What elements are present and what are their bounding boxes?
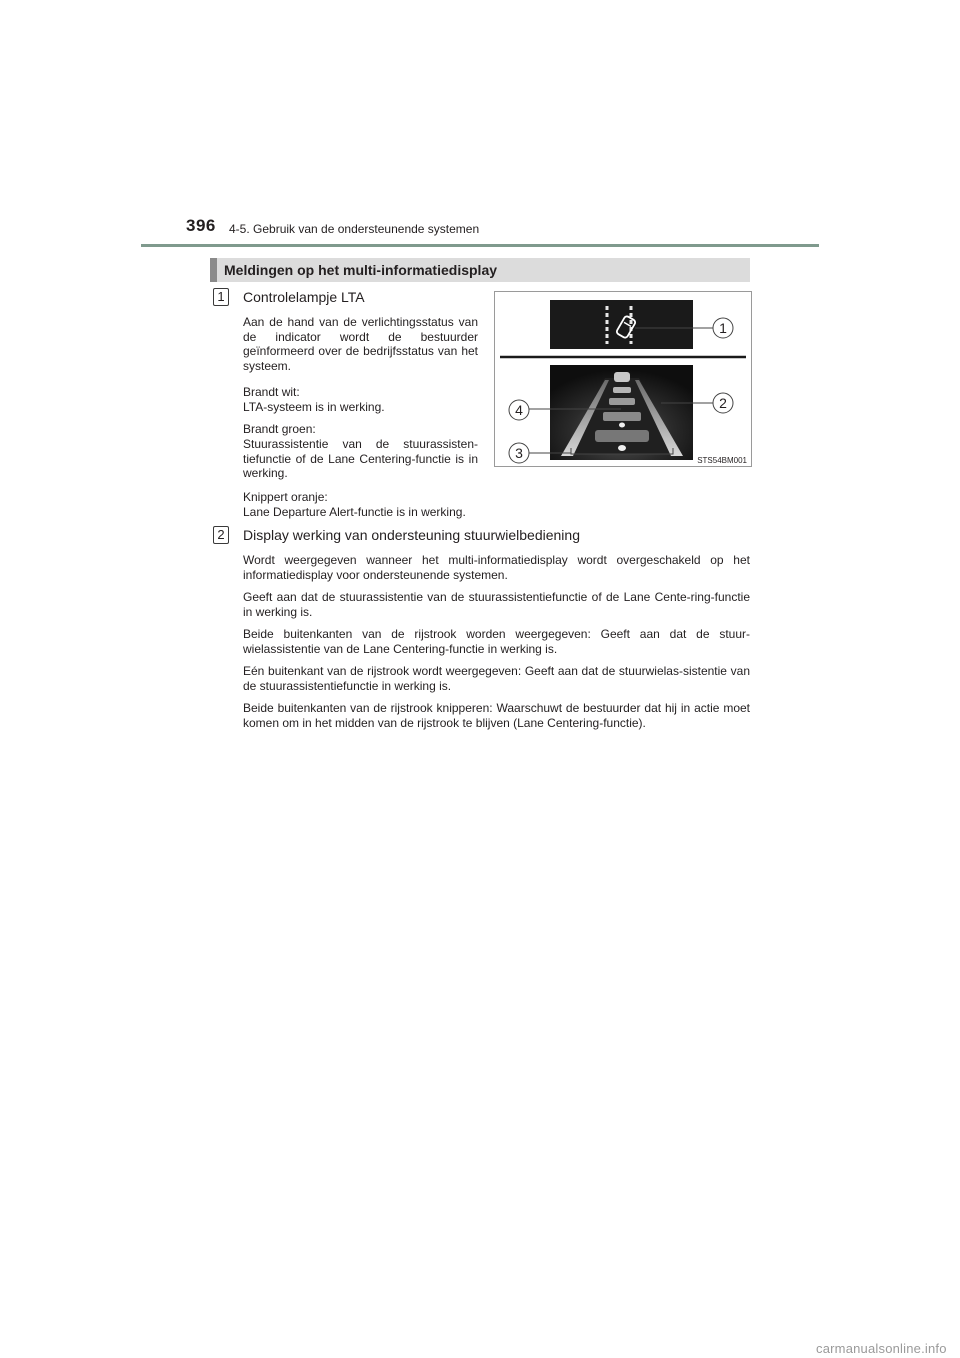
item-2-paragraph-2: Geeft aan dat de stuurassistentie van de stuurassistentiefunctie of de Lane Cente-ring-functie in werking is.	[243, 590, 750, 619]
display-illustration-svg	[495, 292, 751, 466]
band-title: Meldingen op het multi-informatiedisplay	[224, 262, 498, 278]
item-2-paragraph-5: Beide buitenkanten van de rijstrook knipperen: Waarschuwt de bestuurder dat hij in actie moet komen om in het midden van de rijstrook te blijven (Lane Centering-functie).	[243, 701, 750, 730]
watermark: carmanualsonline.info	[816, 1341, 947, 1356]
item-2-paragraph-3: Beide buitenkanten van de rijstrook worden weergegeven: Geeft aan dat de stuur-wielassistentie van de Lane Centering-functie in werking is.	[243, 627, 750, 656]
item-1-heading: Controlelampje LTA	[243, 289, 365, 305]
display-illustration	[494, 291, 752, 467]
item-2-number: 2	[213, 526, 229, 544]
item-1-number: 1	[213, 288, 229, 306]
section-band	[210, 258, 750, 282]
page-number: 396	[186, 216, 216, 235]
section-path: 4-5. Gebruik van de ondersteunende systemen	[229, 222, 480, 236]
green-status-text: Stuurassistentie van de stuurassisten-tiefunctie of de Lane Centering-functie is in werking.	[243, 437, 478, 481]
green-status-label: Brandt groen:	[243, 422, 316, 436]
item-1-intro: Aan de hand van de verlichtingsstatus van de indicator wordt de bestuurder geïnformeerd over de bedrijfsstatus van het systeem.	[243, 315, 478, 373]
orange-status-text: Lane Departure Alert-functie is in werking.	[243, 505, 466, 519]
callout-3-number: 3	[515, 445, 523, 461]
item-2-paragraph-1: Wordt weergegeven wanneer het multi-informatiedisplay wordt overgeschakeld op het informatiedisplay voor ondersteunende systemen.	[243, 553, 750, 582]
band-marker	[210, 258, 217, 282]
orange-status-label: Knippert oranje:	[243, 490, 328, 504]
item-2-paragraph-4: Eén buitenkant van de rijstrook wordt weergegeven: Geeft aan dat de stuurwielas-sistentie van de stuurassistentiefunctie in werking is.	[243, 664, 750, 693]
white-status-text: LTA-systeem is in werking.	[243, 400, 385, 414]
white-status-label: Brandt wit:	[243, 385, 300, 399]
item-2-heading: Display werking van ondersteuning stuurwielbediening	[243, 527, 580, 543]
figure-code: STS54BM001	[697, 456, 747, 465]
callout-1-number: 1	[719, 320, 727, 336]
header-rule	[141, 244, 819, 247]
callout-4-number: 4	[515, 402, 523, 418]
callout-2-number: 2	[719, 395, 727, 411]
